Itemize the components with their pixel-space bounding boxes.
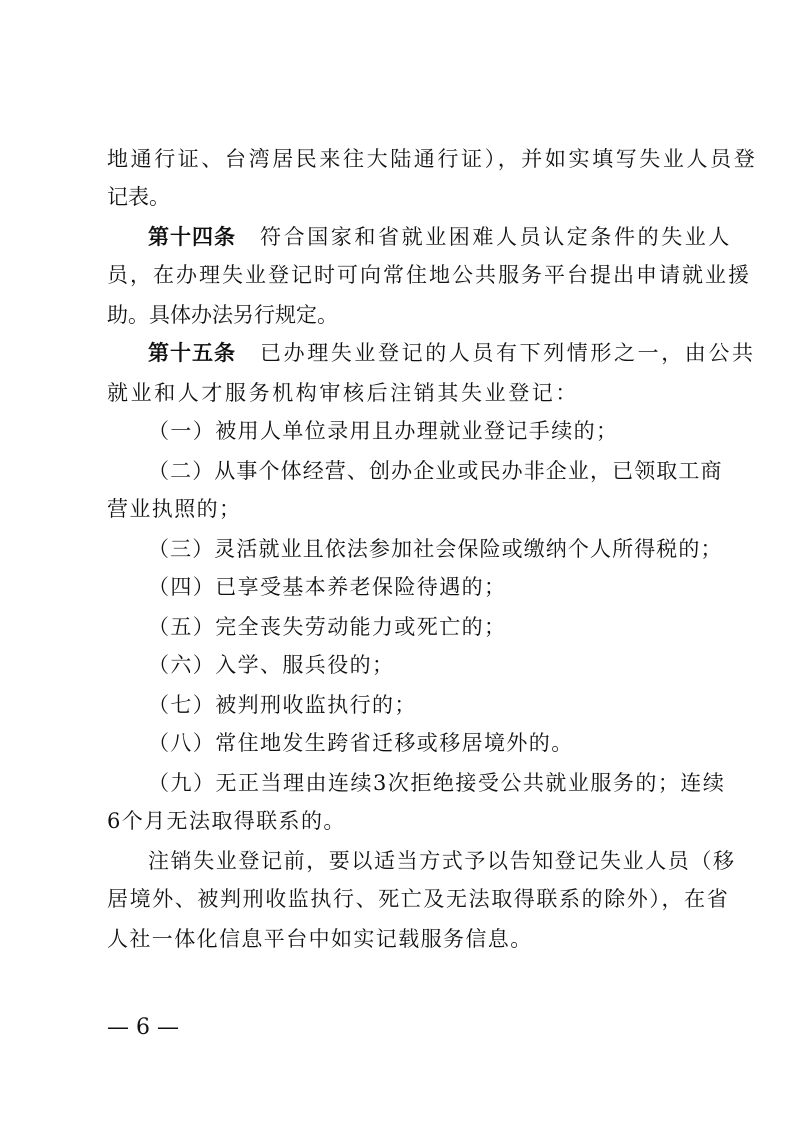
list-item: （九）无正当理由连续3次拒绝接受公共就业服务的；连续	[148, 771, 726, 795]
article-14-paragraph	[148, 222, 732, 252]
text-line: 人社一体化信息平台中如实记载服务信息。	[107, 927, 533, 951]
list-item: （二）从事个体经营、创办企业或民办非企业，已领取工商	[148, 459, 723, 483]
list-item: （六）入学、服兵役的；	[148, 653, 395, 677]
text-line: 地通行证、台湾居民来往大陆通行证），并如实填写失业人员登	[107, 147, 758, 171]
text-line: 已办理失业登记的人员有下列情形之一，由公共	[260, 341, 756, 365]
list-item: （四）已享受基本养老保险待遇的；	[148, 575, 507, 599]
text-line: 注销失业登记前，要以适当方式予以告知登记失业人员（移	[148, 849, 736, 873]
article-15-paragraph	[148, 338, 756, 368]
text-line: 6个月无法取得联系的。	[107, 809, 346, 833]
text-line: 居境外、被判刑收监执行、死亡及无法取得联系的除外），在省	[107, 887, 730, 911]
article-14-heading: 第十四条	[148, 225, 236, 249]
list-item: （一）被用人单位录用且办理就业登记手续的；	[148, 419, 619, 443]
text-line: 助。具体办法另行规定。	[107, 303, 338, 327]
page-number: — 6 —	[107, 1015, 179, 1040]
text-line: 员，在办理失业登记时可向常住地公共服务平台提出申请就业援	[107, 263, 751, 287]
list-item: （三）灵活就业且依法参加社会保险或缴纳个人所得税的；	[148, 537, 723, 561]
list-item: （七）被判刑收监执行的；	[148, 693, 417, 717]
article-15-heading: 第十五条	[148, 341, 236, 365]
text-line: 就业和人才服务机构审核后注销其失业登记：	[107, 381, 579, 405]
text-line: 符合国家和省就业困难人员认定条件的失业人	[260, 225, 732, 249]
text-line: 记表。	[107, 185, 170, 209]
text-line: 营业执照的；	[107, 497, 242, 521]
list-item: （五）完全丧失劳动能力或死亡的；	[148, 615, 507, 639]
list-item: （八）常住地发生跨省迁移或移居境外的。	[148, 731, 574, 755]
